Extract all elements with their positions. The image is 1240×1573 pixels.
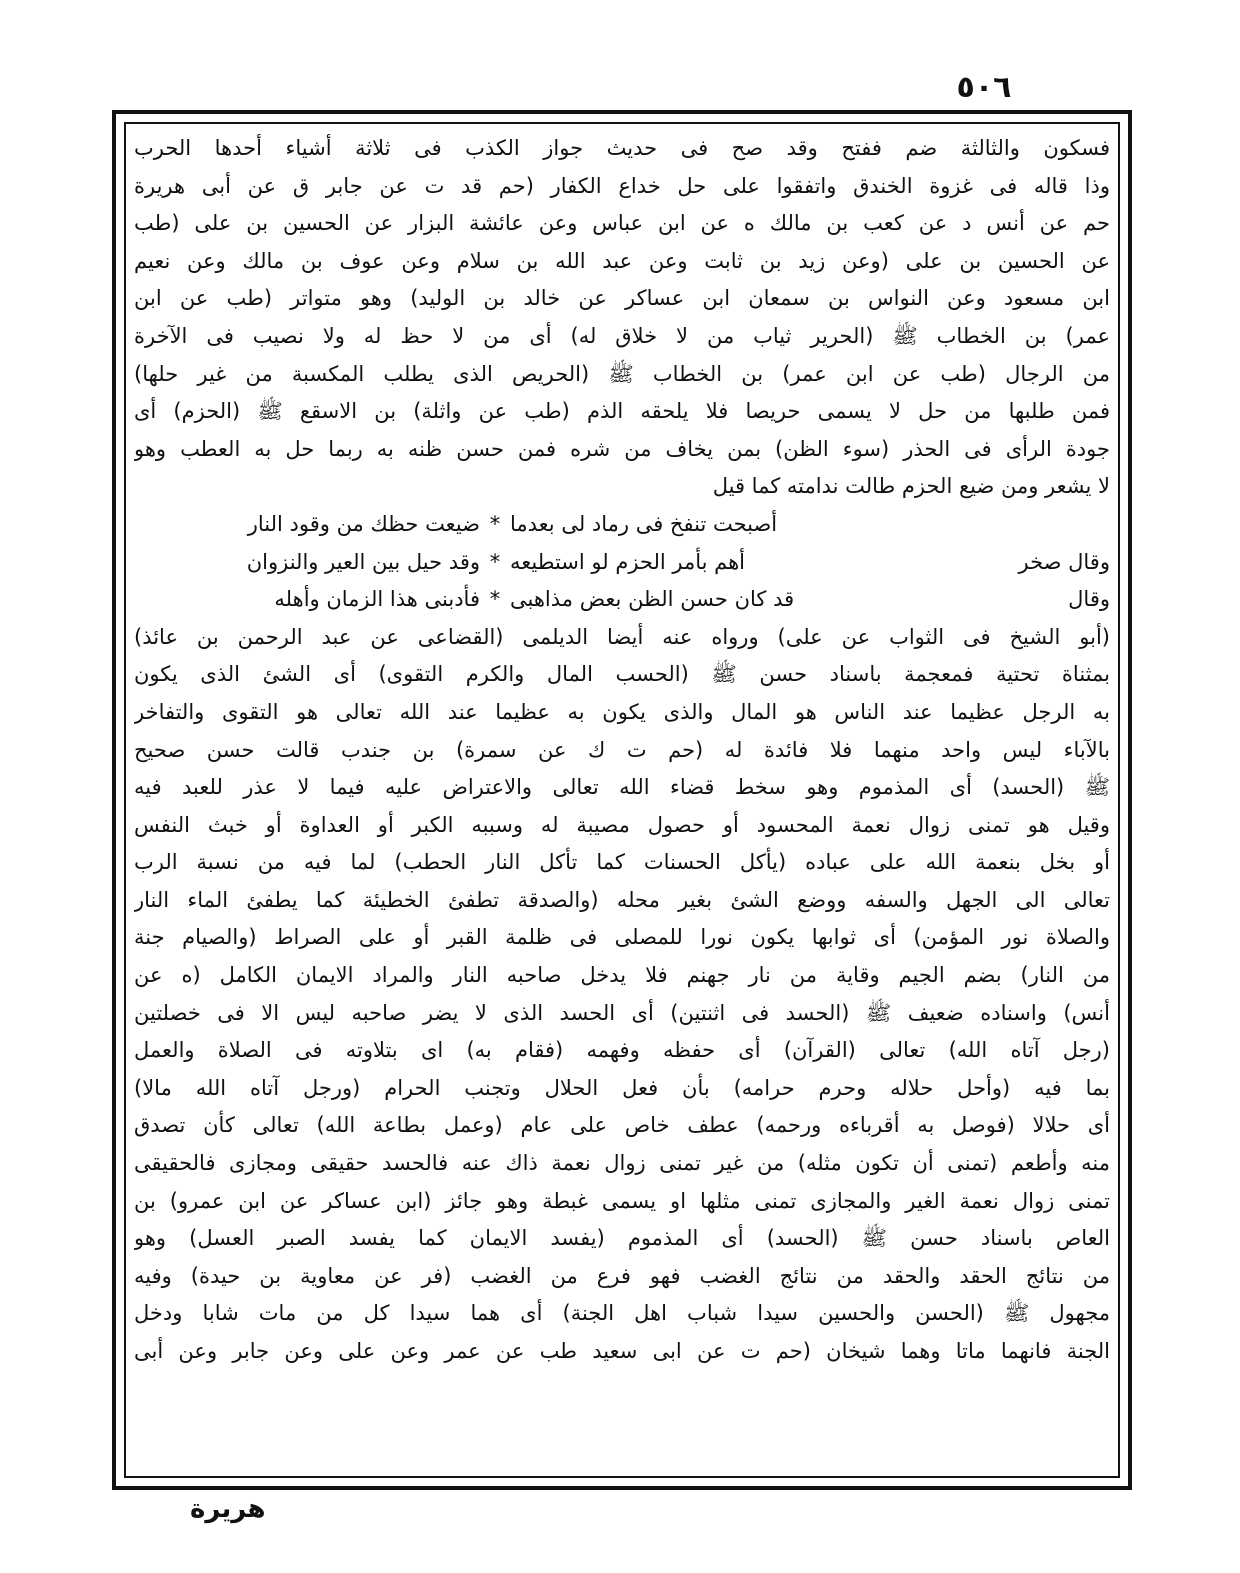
text-line: عن الحسين بن على (وعن زيد بن ثابت وعن عبد الله بن سلام وعن عوف بن مالك وعن نعيم — [134, 248, 1110, 273]
text-line: من الرجال (طب عن ابن عمر) بن الخطاب ﷺ (الحريص الذى يطلب المكسبة من غير حلها) — [134, 361, 1110, 386]
page-number: ٥٠٦ — [956, 70, 1012, 105]
text-line: بالآباء ليس واحد منهما فلا فائدة له (حم ت ك عن سمرة) بن جندب قالت حسن صحيح — [134, 737, 1110, 762]
poetry-verse — [134, 544, 1110, 582]
poetry-verse — [134, 581, 1110, 619]
text-line: والصلاة نور المؤمن) أى ثوابها يكون نورا للمصلى فى ظلمة القبر أو على الصراط (والصيام جنة — [134, 925, 1110, 950]
text-line: ﷺ (الحسد) أى المذموم وهو سخط قضاء الله تعالى والاعتراض عليه فيما لا عذر للعبد فيه — [134, 775, 1110, 800]
text-line: وقيل هو تمنى زوال نعمة المحسود أو حصول مصيبة له وسببه الكبر أو العداوة أو خبث النفس — [134, 812, 1110, 837]
verse-separator: * — [489, 511, 501, 536]
text-line: أنس) واسناده ضعيف ﷺ (الحسد فى اثنتين) أى الحسد الذى لا يضر صاحبه ليس الا فى خصلتين — [134, 1000, 1110, 1025]
text-line: تعالى الى الجهل والسفه ووضع الشئ بغير محله (والصدقة تطفئ الخطيئة كما يطفئ الماء النار — [134, 887, 1110, 912]
text-line: بما فيه (وأحل حلاله وحرم حرامه) بأن فعل الحلال وتجنب الحرام (ورجل آتاه الله مالا) — [134, 1075, 1110, 1100]
text-line: تمنى زوال نعمة الغير والمجازى تمنى مثلها او يسمى غبطة وهو جائز (ابن عساكر عن ابن عمرو) بن — [134, 1188, 1110, 1213]
verse-second-hemistich: وقد حيل بين العير والنزوان — [246, 549, 480, 574]
verse-second-hemistich: ضيعت حظك من وقود النار — [247, 511, 480, 536]
verse-first-hemistich: قد كان حسن الظن بعض مذاهبى — [510, 587, 795, 612]
text-line: ابن مسعود وعن النواس بن سمعان ابن عساكر عن خالد بن الوليد) وهو متواتر (طب عن ابن — [134, 286, 1110, 311]
verse-first-hemistich: أصبحت تنفخ فى رماد لى بعدما — [510, 511, 778, 536]
text-line: لا يشعر ومن ضيع الحزم طالت ندامته كما قيل — [712, 474, 1110, 499]
text-line: وذا قاله فى غزوة الخندق واتفقوا على حل خداع الكفار (حم قد ت عن جابر ق عن أبى هريرة — [134, 173, 1110, 198]
text-line: جودة الرأى فى الحذر (سوء الظن) بمن يخاف من شره فمن حسن ظنه به ربما حل به العطب وهو — [134, 436, 1110, 461]
text-line: عمر) بن الخطاب ﷺ (الحرير ثياب من لا خلاق له) أى من لا حظ له ولا نصيب فى الآخرة — [134, 323, 1110, 348]
text-line: أى حلالا (فوصل به أقرباءه ورحمه) عطف خاص على عام (وعمل بطاعة الله) تعالى كأن تصدق — [134, 1113, 1110, 1138]
text-line: (أبو الشيخ فى الثواب عن على) ورواه عنه أيضا الديلمى (القضاعى عن عبد الرحمن بن عائذ) — [134, 624, 1110, 649]
text-line: حم عن أنس د عن كعب بن مالك ه عن ابن عباس وعن عائشة البزار عن الحسين بن على (طب — [134, 211, 1110, 236]
verse-intro: وقال صخر — [1018, 549, 1110, 574]
catchword: هريرة — [190, 1494, 266, 1524]
verse-separator: * — [489, 549, 501, 574]
poetry-verse — [134, 506, 1110, 544]
verse-second-hemistich: فأدبنى هذا الزمان وأهله — [274, 587, 480, 612]
text-line: مجهول ﷺ (الحسن والحسين سيدا شباب اهل الجنة) أى هما سيدا كل من مات شابا ودخل — [134, 1301, 1110, 1326]
text-line: منه وأطعم (تمنى أن تكون مثله) من غير تمنى زوال نعمة ذاك عنه فالحسد حقيقى ومجازى فالحقيقى — [134, 1151, 1110, 1176]
text-line: فمن طلبها من حل لا يسمى حريصا فلا يلحقه الذم (طب عن واثلة) بن الاسقع ﷺ (الحزم) أى — [134, 399, 1110, 424]
text-line: (رجل آتاه الله) تعالى (القرآن) أى حفظه وفهمه (فقام به) اى بتلاوته فى الصلاة والعمل — [134, 1038, 1110, 1063]
verse-intro: وقال — [1068, 587, 1110, 612]
text-line: العاص باسناد حسن ﷺ (الحسد) أى المذموم (يفسد الايمان كما يفسد الصبر العسل) وهو — [134, 1226, 1110, 1251]
text-line: من النار) بضم الجيم وقاية من نار جهنم فلا يدخل صاحبه النار والمراد الايمان الكامل (ه عن — [134, 963, 1110, 988]
text-block — [134, 130, 1110, 1371]
text-line: أو بخل بنعمة الله على عباده (يأكل الحسنات كما تأكل النار الحطب) لما فيه من نسبة الرب — [134, 850, 1110, 875]
text-line: بمثناة تحتية فمعجمة باسناد حسن ﷺ (الحسب المال والكرم التقوى) أى الشئ الذى يكون — [134, 662, 1110, 687]
verse-separator: * — [489, 587, 501, 612]
text-line: به الرجل عظيما عند الناس هو المال والذى يكون به عظيما عند الله تعالى هو التقوى والتفاخر — [134, 699, 1110, 724]
text-line: من نتائج الحقد والحقد من نتائج الغضب فهو فرع من الغضب (فر عن معاوية بن حيدة) وفيه — [134, 1263, 1110, 1288]
verse-first-hemistich: أهم بأمر الحزم لو استطيعه — [510, 549, 746, 574]
text-line: الجنة فانهما ماتا وهما شيخان (حم ت عن ابى سعيد طب عن عمر وعن على وعن جابر وعن أبى — [134, 1339, 1110, 1363]
text-line: فسكون والثالثة ضم ففتح وقد صح فى حديث جواز الكذب فى ثلاثة أشياء أحدها الحرب — [134, 136, 1110, 160]
